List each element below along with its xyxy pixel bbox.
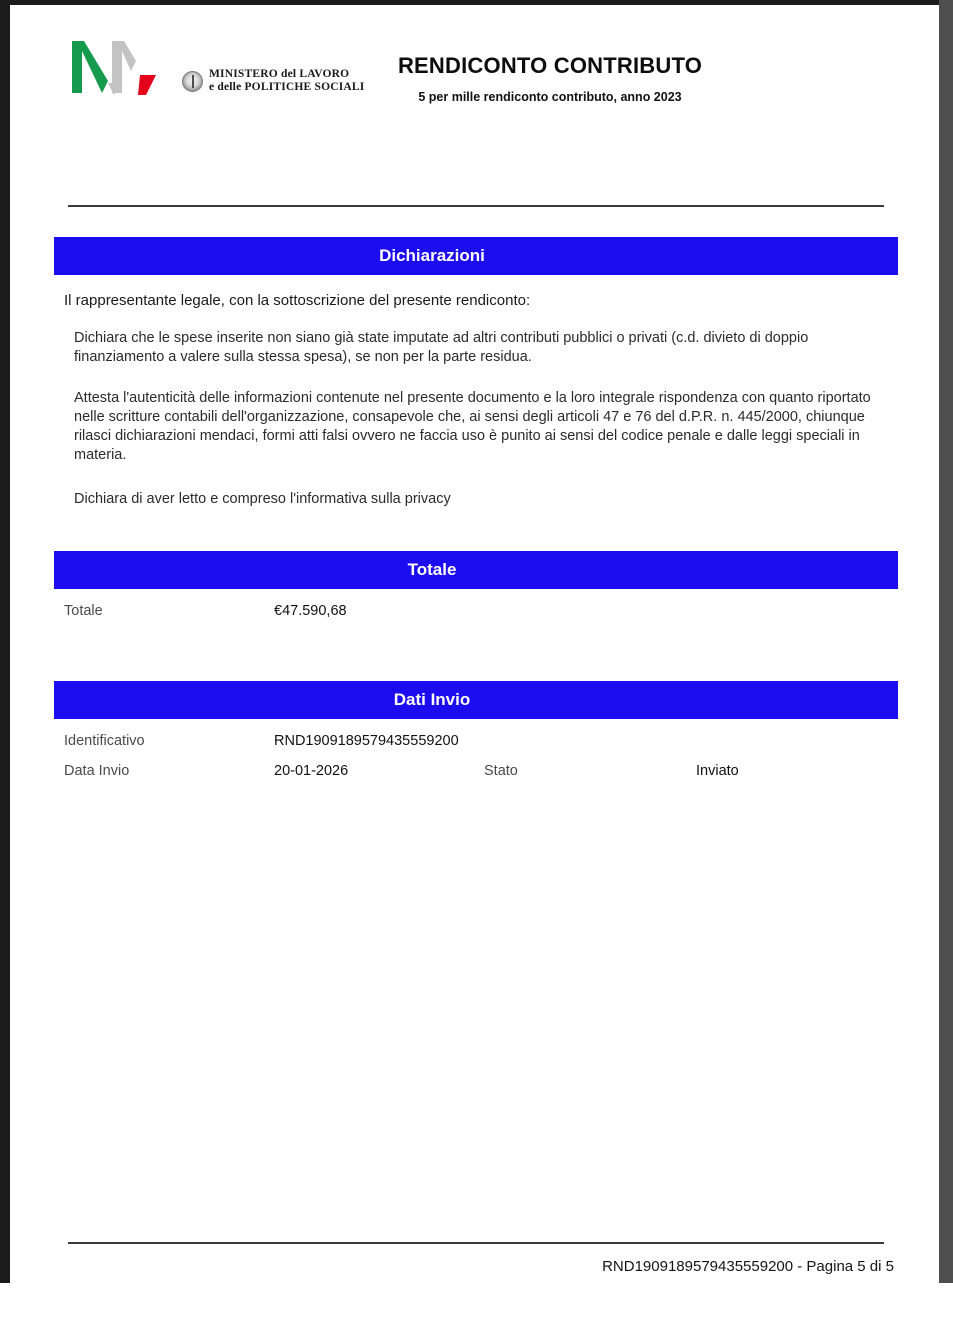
data-invio-row (54, 763, 898, 779)
dichiarazioni-paragraph-1: Dichiara che le spese inserite non siano già state imputate ad altri contributi pubblici o privati (c.d. divieto di doppio finanziamento a valere sulla stessa spesa), se non per la parte residua. (74, 329, 809, 365)
data-invio-label: Data Invio (64, 763, 130, 779)
document-header (10, 5, 939, 155)
header-divider (68, 205, 884, 207)
page-footer (54, 1258, 898, 1276)
section-dati-invio (54, 681, 898, 779)
window-edge-left (0, 0, 10, 1283)
totale-band (54, 551, 898, 589)
window-edge-right (939, 0, 953, 1283)
data-invio-value: 20-01-2026 (274, 763, 349, 779)
dichiarazioni-paragraph-2: Attesta l'autenticità delle informazioni contenute nel presente documento e la loro integrale rispondenza con quanto riportato nelle scritture contabili dell'organizzazione, consapevole che, ai sensi degli articoli 47 e 76 del d.P.R. n. 445/2000, chiunque rilasci dichiarazioni mendaci, formi atti falsi ovvero ne faccia uso è punito ai sensi del codice penale e dalle leggi speciali in materia. (74, 390, 871, 464)
page-title: RENDICONTO CONTRIBUTO (397, 53, 703, 78)
ministry-m-logo (68, 37, 176, 99)
footer-divider (68, 1242, 884, 1244)
title-block (310, 53, 790, 104)
italian-republic-emblem (182, 71, 203, 92)
dichiarazioni-paragraph-3: Dichiara di aver letto e compreso l'informativa sulla privacy (74, 490, 451, 507)
identificativo-label: Identificativo (64, 733, 145, 749)
dichiarazioni-band (54, 237, 898, 275)
stato-value: Inviato (696, 763, 739, 779)
dichiarazioni-heading: Dichiarazioni (379, 246, 485, 265)
page-subtitle: 5 per mille rendiconto contributo, anno 2023 (418, 90, 682, 104)
footer-text: RND1909189579435559200 - Pagina 5 di 5 (602, 1258, 894, 1275)
section-totale (54, 551, 898, 619)
dati-invio-heading: Dati Invio (393, 690, 471, 709)
totale-row (54, 603, 898, 619)
section-dichiarazioni (54, 237, 898, 509)
dichiarazioni-body (54, 291, 898, 509)
totale-heading: Totale (407, 560, 457, 579)
dati-invio-band (54, 681, 898, 719)
ministry-line-1: MINISTERO del LAVORO (209, 67, 350, 80)
document-page (10, 5, 939, 1323)
identificativo-row (54, 733, 898, 749)
ministry-line-2: e delle POLITICHE SOCIALI (209, 81, 365, 94)
stato-label: Stato (484, 763, 518, 779)
totale-value: €47.590,68 (274, 603, 347, 619)
identificativo-value: RND1909189579435559200 (274, 733, 459, 749)
totale-label: Totale (64, 603, 103, 619)
dichiarazioni-intro: Il rappresentante legale, con la sottoscrizione del presente rendiconto: (64, 292, 531, 309)
